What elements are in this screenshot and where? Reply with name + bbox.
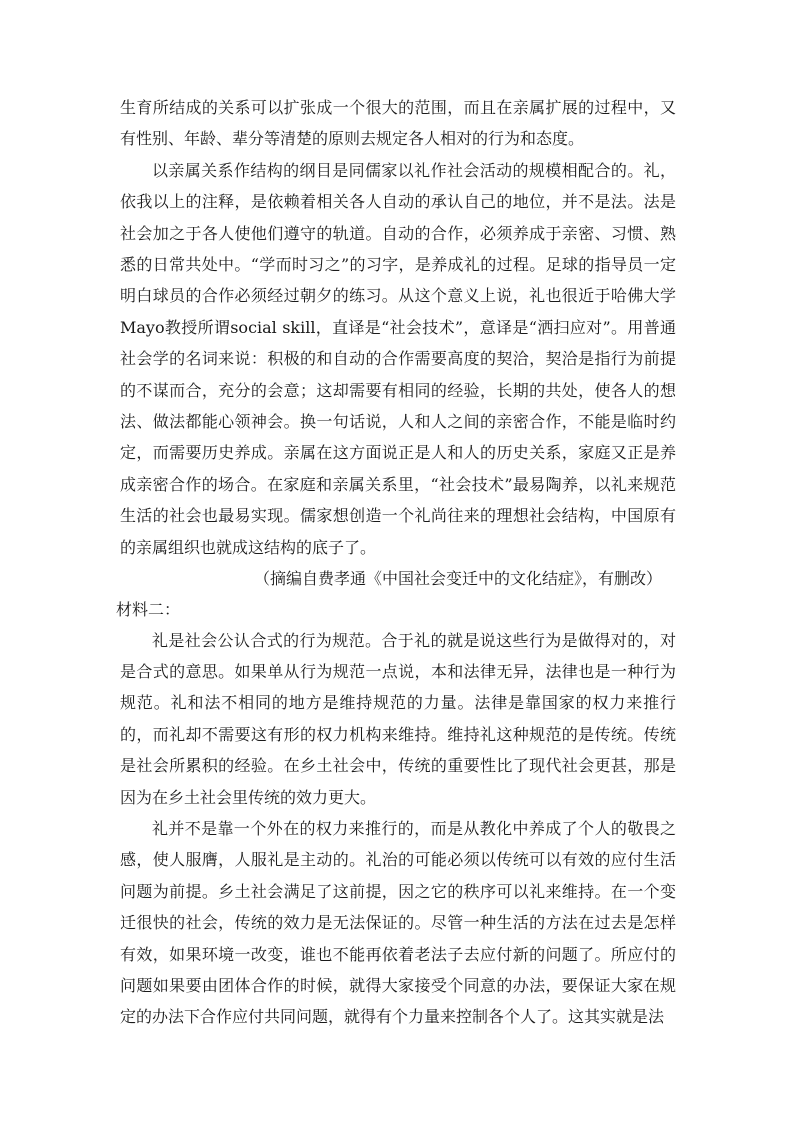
paragraph-kinship-and-li: 以亲属关系作结构的纲目是同儒家以礼作社会活动的规模相配合的。礼，依我以上的注释，是依赖着相关各人自动的承认自己的地位，并不是法。法是社会加之于各人使他们遵守的轨道。自动的合作，必须养成于亲密、习惯、熟悉的日常共处中。“学而时习之”的习字，是养成礼的过程。足球的指导员一定明白球员的合作必须经过朝夕的练习。从这个意义上说，礼也很近于哈佛大学Mayo教授所谓social skill，直译是“社会技术”，意译是“洒扫应对”。用普通社会学的名词来说：积极的和自动的合作需要高度的契洽，契洽是指行为前提的不谋而合，充分的会意；这却需要有相同的经验，长期的共处，使各人的想法、做法都能心领神会。换一句话说，人和人之间的亲密合作，不能是临时约定，而需要历史养成。亲属在这方面说正是人和人的历史关系，家庭又正是养成亲密合作的场合。在家庭和亲属关系里，“社会技术”最易陶养，以礼来规范生活的社会也最易实现。儒家想创造一个礼尚往来的理想社会结构，中国原有的亲属组织也就成这结构的底子了。	[120, 160, 676, 557]
paragraph-kinship-continued: 生育所结成的关系可以扩张成一个很大的范围，而且在亲属扩展的过程中，又有性别、年龄、辈分等清楚的原则去规定各人相对的行为和态度。	[120, 98, 676, 149]
source-citation: （摘编自费孝通《中国社会变迁中的文化结症》，有删改）	[253, 569, 662, 589]
material-two-heading: 材料二：	[116, 599, 181, 619]
paragraph-li-as-norm: 礼是社会公认合式的行为规范。合于礼的就是说这些行为是做得对的，对是合式的意思。如果单从行为规范一点说，本和法律无异，法律也是一种行为规范。礼和法不相同的地方是维持规范的力量。法律是靠国家的权力来推行的，而礼却不需要这有形的权力机构来维持。维持礼这种规范的是传统。传统是社会所累积的经验。在乡土社会中，传统的重要性比了现代社会更甚，那是因为在乡土社会里传统的效力更大。	[120, 630, 676, 807]
paragraph-li-and-tradition: 礼并不是靠一个外在的权力来推行的，而是从教化中养成了个人的敬畏之感，使人服膺，人服礼是主动的。礼治的可能必须以传统可以有效的应付生活问题为前提。乡土社会满足了这前提，因之它的秩序可以礼来维持。在一个变迁很快的社会，传统的效力是无法保证的。尽管一种生活的方法在过去是怎样有效，如果环境一改变，谁也不能再依着老法子去应付新的问题了。所应付的问题如果要由团体合作的时候，就得大家接受个同意的办法，要保证大家在规定的办法下合作应付共同问题，就得有个力量来控制各个人了。这其实就是法	[120, 818, 676, 1027]
document-body	[116, 92, 676, 1033]
